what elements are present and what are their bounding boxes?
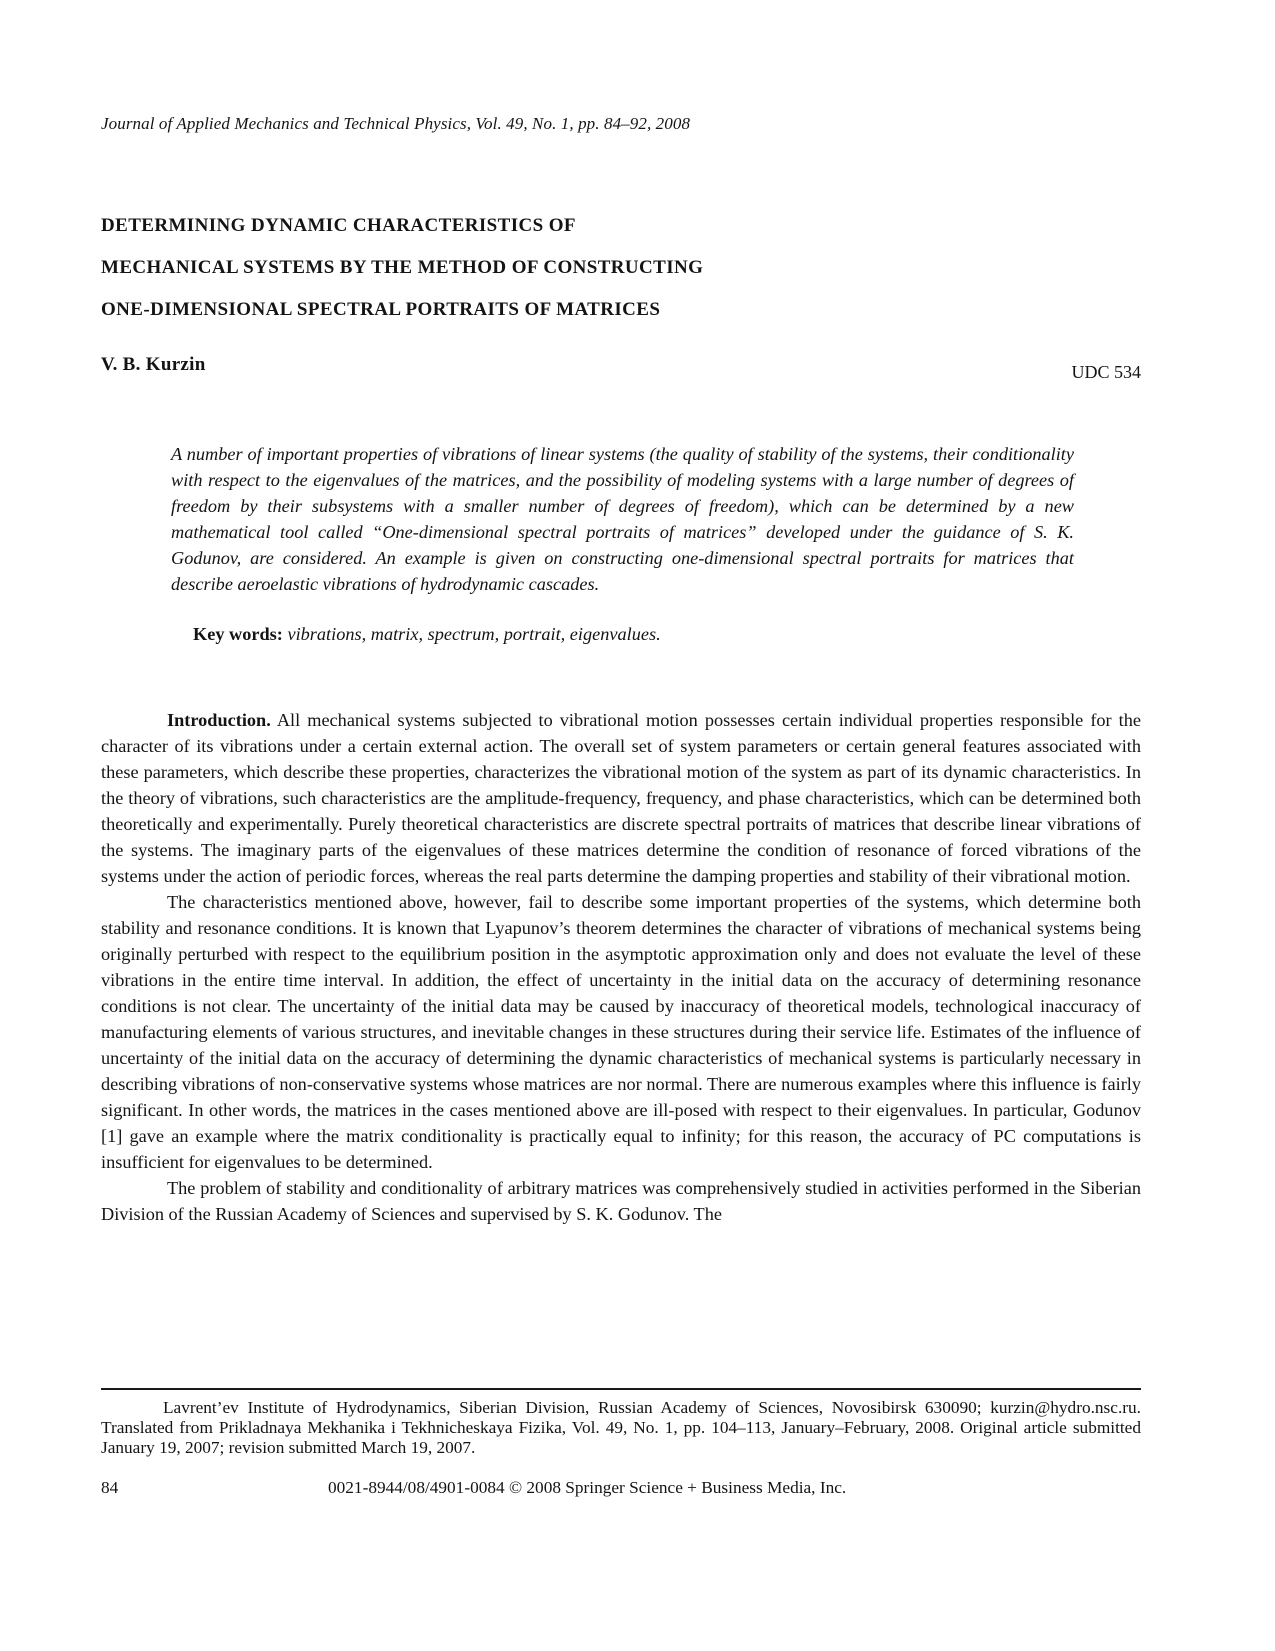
udc-code: UDC 534: [1071, 362, 1141, 382]
keywords-label: Key words:: [193, 624, 283, 644]
article-title: [101, 205, 703, 331]
body-paragraph-2: The characteristics mentioned above, however, fail to describe some important properties of the systems, which determine both stability and resonance conditions. It is known that Lyapunov’s theorem determines the character of vibrations of mechanical systems being originally perturbed with respect to the equilibrium position in the asymptotic approximation only and does not evaluate the level of these vibrations in the entire time interval. In addition, the effect of uncertainty in the initial data on the accuracy of determining resonance conditions is not clear. The uncertainty of the initial data may be caused by inaccuracy of theoretical models, technological inaccuracy of manufacturing elements of various structures, and inevitable changes in these structures during their service life. Estimates of the influence of uncertainty of the initial data on the accuracy of determining the dynamic characteristics of mechanical systems is particularly necessary in describing vibrations of non-conservative systems whose matrices are nor normal. There are numerous examples where this influence is fairly significant. In other words, the matrices in the cases mentioned above are ill-posed with respect to their eigenvalues. In particular, Godunov [1] gave an example where the matrix conditionality is practically equal to infinity; for this reason, the accuracy of PC computations is insufficient for eigenvalues to be determined.: [101, 892, 1141, 1172]
affiliation-footnote: Lavrent’ev Institute of Hydrodynamics, Siberian Division, Russian Academy of Sciences, Novosibirsk 630090; kurzin@hydro.nsc.ru. Translated from Prikladnaya Mekhanika i Tekhnicheskaya Fizika, Vol. 49, No. 1, pp. 104–113, January–February, 2008. Original article submitted January 19, 2007; revision submitted March 19, 2007.: [101, 1398, 1141, 1457]
copyright-line: 0021-8944/08/4901-0084 © 2008 Springer Science + Business Media, Inc.: [328, 1478, 847, 1497]
paragraph-1-text: All mechanical systems subjected to vibrational motion possesses certain individual properties responsible for the character of its vibrations under a certain external action. The overall set of system parameters or certain general features associated with these parameters, which describe these properties, characterizes the vibrational motion of the system as part of its dynamic characteristics. In the theory of vibrations, such characteristics are the amplitude-frequency, frequency, and phase characteristics, which can be determined both theoretically and experimentally. Purely theoretical characteristics are discrete spectral portraits of matrices that describe linear vibrations of the systems. The imaginary parts of the eigenvalues of these matrices determine the condition of resonance of forced vibrations of the systems under the action of periodic forces, whereas the real parts determine the damping properties and stability of their vibrational motion.: [101, 710, 1142, 886]
keywords-list: vibrations, matrix, spectrum, portrait, eigenvalues.: [287, 624, 661, 644]
author-name: V. B. Kurzin: [101, 354, 206, 375]
journal-citation: Journal of Applied Mechanics and Technical Physics, Vol. 49, No. 1, pp. 84–92, 2008: [101, 114, 691, 133]
title-line-3: ONE-DIMENSIONAL SPECTRAL PORTRAITS OF MATRICES: [101, 299, 661, 320]
body-paragraph-3: The problem of stability and conditionality of arbitrary matrices was comprehensively studied in activities performed in the Siberian Division of the Russian Academy of Sciences and supervised by S. K. Godunov. The: [101, 1178, 1141, 1224]
page-number: 84: [101, 1478, 119, 1497]
title-line-1: DETERMINING DYNAMIC CHARACTERISTICS OF: [101, 215, 576, 236]
keywords: [193, 621, 661, 647]
body-paragraph-1: [101, 707, 1141, 889]
title-line-2: MECHANICAL SYSTEMS BY THE METHOD OF CONSTRUCTING: [101, 257, 704, 278]
abstract: A number of important properties of vibrations of linear systems (the quality of stability of the systems, their conditionality with respect to the eigenvalues of the matrices, and the possibility of modeling systems with a large number of degrees of freedom by their subsystems with a smaller number of degrees of freedom), which can be determined by a new mathematical tool called “One-dimensional spectral portraits of matrices” developed under the guidance of S. K. Godunov, are considered. An example is given on constructing one-dimensional spectral portraits for matrices that describe aeroelastic vibrations of hydrodynamic cascades.: [171, 444, 1074, 594]
footnote-divider: [101, 1388, 1141, 1390]
body-text: [101, 707, 1141, 1227]
intro-heading: Introduction.: [167, 710, 271, 730]
